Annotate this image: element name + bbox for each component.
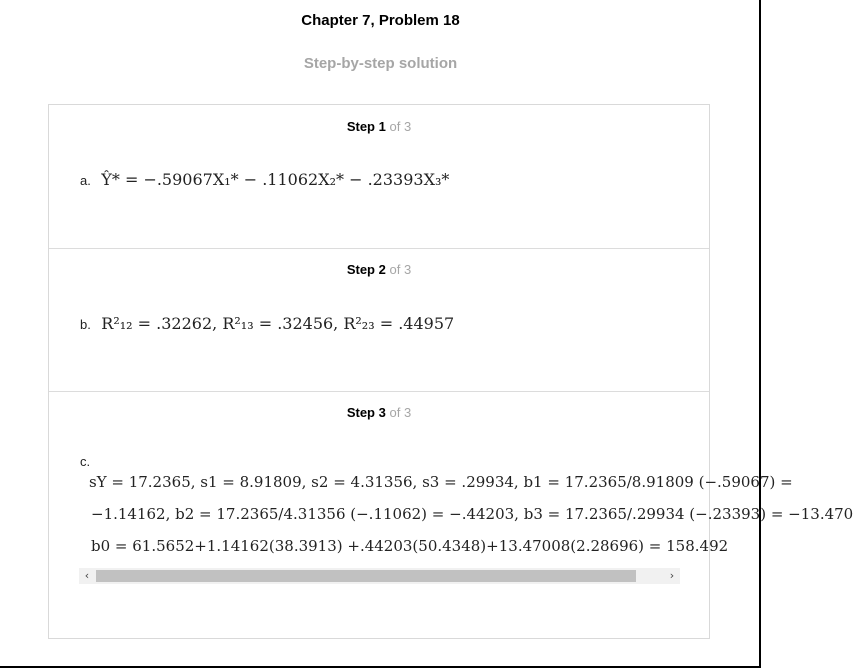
part-c-label: c. xyxy=(80,454,91,469)
step-2-of: of 3 xyxy=(389,262,412,277)
step-3-label: Step 3 xyxy=(346,405,386,420)
step-1-answer xyxy=(80,170,449,190)
step-2-equation: R²₁₂ = .32262, R²₁₃ = .32456, R²₂₃ = .44957 xyxy=(101,314,455,333)
step-1 xyxy=(49,105,709,249)
step-2-label: Step 2 xyxy=(346,262,386,277)
step-3-line-1: sY = 17.2365, s1 = 8.91809, s2 = 4.31356, s3 = .29934, b1 = 17.2365/8.91809 (−.59067) = xyxy=(89,473,793,491)
step-3-line-2: −1.14162, b2 = 17.2365/4.31356 (−.11062) = −.44203, b3 = 17.2365/.29934 (−.23393) = −13.470 xyxy=(91,505,853,523)
step-2-header xyxy=(49,262,709,277)
horizontal-scrollbar[interactable] xyxy=(79,568,680,584)
scroll-right-icon[interactable]: › xyxy=(669,569,675,582)
scroll-left-icon[interactable]: ‹ xyxy=(84,569,90,582)
scrollbar-thumb[interactable] xyxy=(96,570,636,582)
page-title: Chapter 7, Problem 18 xyxy=(301,12,460,29)
step-1-header xyxy=(49,119,709,134)
page-subtitle: Step-by-step solution xyxy=(303,55,458,72)
part-a-label: a. xyxy=(80,173,91,188)
step-2 xyxy=(49,248,709,392)
step-1-label: Step 1 xyxy=(346,119,386,134)
step-3-math-scroll-area[interactable] xyxy=(89,471,853,581)
step-1-equation: Ŷ* = −.59067X₁* − .11062X₂* − .23393X₃* xyxy=(101,170,450,189)
step-3-line-3: b0 = 61.5652+1.14162(38.3913) +.44203(50.4348)+13.47008(2.28696) = 158.492 xyxy=(91,537,729,555)
step-3 xyxy=(49,391,853,638)
step-1-of: of 3 xyxy=(389,119,412,134)
step-3-header xyxy=(49,405,709,420)
step-2-answer xyxy=(80,314,454,334)
solution-card xyxy=(48,104,853,639)
step-3-of: of 3 xyxy=(389,405,412,420)
window-border-right xyxy=(759,0,761,668)
part-b-label: b. xyxy=(80,317,91,332)
